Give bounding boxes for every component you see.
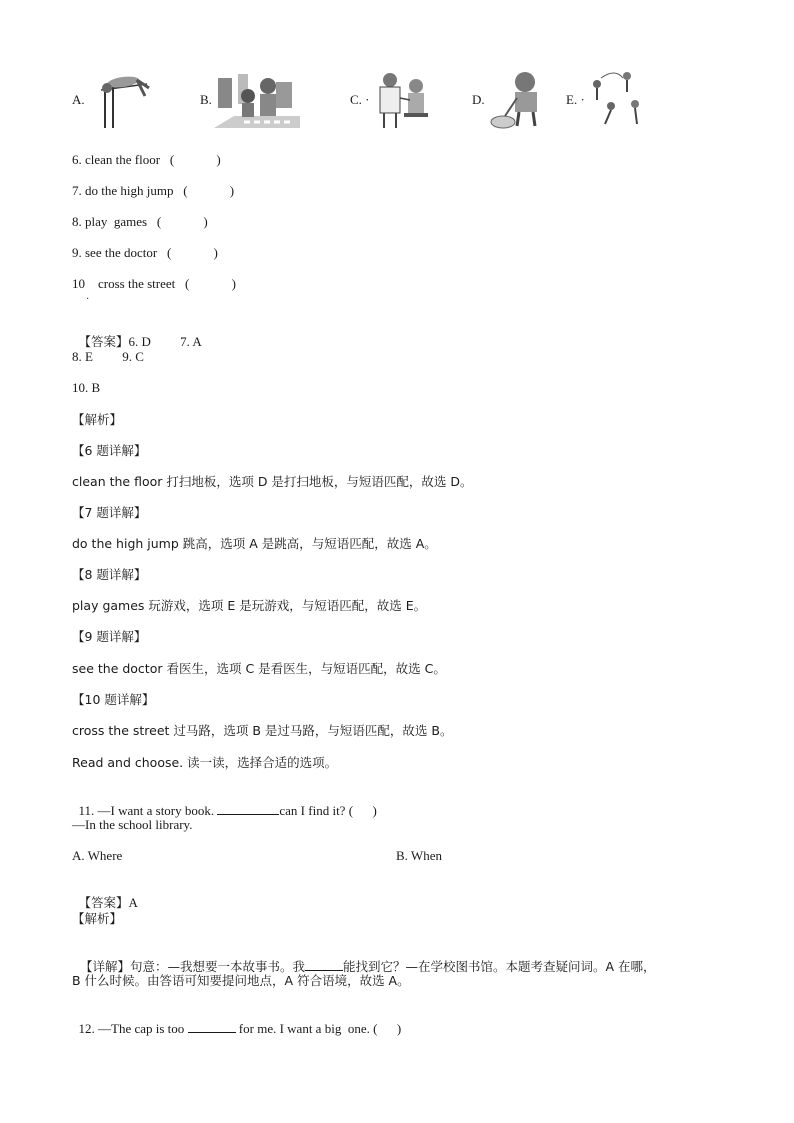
question-11-detail-1 bbox=[72, 942, 656, 975]
detail-9-text: see the doctor 看医生，选项 C 是看医生，与短语匹配，故选 C。 bbox=[72, 661, 446, 676]
detail-tag: 【详解】 bbox=[79, 959, 130, 974]
answer-tag: 【答案】 bbox=[78, 334, 129, 349]
question-11-analysis-tag: 【解析】 bbox=[72, 911, 123, 926]
answer-values: 6. D 7. A bbox=[128, 334, 202, 349]
option-label: D. bbox=[472, 92, 485, 107]
decorative-dot: · bbox=[86, 294, 90, 305]
answer-line-2: 8. E 9. C bbox=[72, 349, 144, 364]
detail-text-1: 句意：—我想要一本故事书。我 bbox=[129, 959, 305, 974]
option-d bbox=[472, 70, 553, 130]
high-jump-picture bbox=[87, 70, 159, 130]
detail-6-text: clean the floor 打扫地板，选项 D 是打扫地板，与短语匹配，故选 D。 bbox=[72, 474, 473, 489]
question-10: 10 cross the street ( ) bbox=[72, 276, 236, 291]
answer-blank bbox=[217, 802, 279, 815]
detail-6-tag: 【6 题详解】 bbox=[72, 443, 147, 458]
detail-10-text: cross the street 过马路，选项 B 是过马路，与短语匹配，故选 B。 bbox=[72, 723, 453, 738]
detail-8-text: play games 玩游戏，选项 E 是玩游戏，与短语匹配，故选 E。 bbox=[72, 598, 427, 613]
detail-10-tag: 【10 题详解】 bbox=[72, 692, 155, 707]
option-label: C. · bbox=[350, 92, 370, 107]
option-c bbox=[350, 70, 432, 130]
detail-7-tag: 【7 题详解】 bbox=[72, 505, 147, 520]
option-a bbox=[72, 70, 159, 130]
question-11-reply: —In the school library. bbox=[72, 817, 193, 832]
question-11-part-1: 11. —I want a story book. bbox=[78, 803, 218, 818]
answer-blank bbox=[305, 958, 343, 971]
question-11-part-2: can I find it? ( ) bbox=[279, 803, 377, 818]
question-6: 6. clean the floor ( ) bbox=[72, 152, 221, 167]
section-title: Read and choose. 读一读，选择合适的选项。 bbox=[72, 755, 338, 770]
answer-tag: 【答案】 bbox=[78, 895, 129, 910]
detail-9-tag: 【9 题详解】 bbox=[72, 629, 147, 644]
analysis-tag: 【解析】 bbox=[72, 412, 123, 427]
question-12-part-2: for me. I want a big one. ( ) bbox=[235, 1021, 402, 1036]
question-11-option-b: B. When bbox=[396, 848, 442, 863]
option-b bbox=[200, 70, 300, 130]
question-11-option-a: A. Where bbox=[72, 848, 123, 863]
detail-text-2: 能找到它？—在学校图书馆。本题考查疑问词。A 在哪， bbox=[342, 959, 656, 974]
question-11-detail-2: B 什么时候。由答语可知要提问地点，A 符合语境，故选 A。 bbox=[72, 973, 410, 988]
answer-line-1 bbox=[72, 318, 202, 350]
answer-value: A bbox=[128, 895, 138, 910]
answer-line-3: 10. B bbox=[72, 380, 101, 395]
question-7: 7. do the high jump ( ) bbox=[72, 183, 235, 198]
option-label: A. bbox=[72, 92, 85, 107]
detail-8-tag: 【8 题详解】 bbox=[72, 567, 147, 582]
option-e bbox=[566, 70, 647, 130]
crossing-street-picture bbox=[214, 70, 300, 130]
cleaning-floor-picture bbox=[487, 70, 553, 130]
option-label: B. bbox=[200, 92, 212, 107]
doctor-visit-picture bbox=[372, 70, 432, 130]
answer-blank bbox=[188, 1020, 236, 1033]
question-8: 8. play games ( ) bbox=[72, 214, 208, 229]
question-12 bbox=[72, 1004, 401, 1037]
playing-games-picture bbox=[587, 70, 647, 130]
question-11-answer bbox=[72, 879, 138, 911]
question-11 bbox=[72, 786, 377, 819]
question-12-part-1: 12. —The cap is too bbox=[78, 1021, 188, 1036]
detail-7-text: do the high jump 跳高，选项 A 是跳高，与短语匹配，故选 A。 bbox=[72, 536, 437, 551]
option-label: E. · bbox=[566, 92, 585, 107]
question-9: 9. see the doctor ( ) bbox=[72, 245, 218, 260]
